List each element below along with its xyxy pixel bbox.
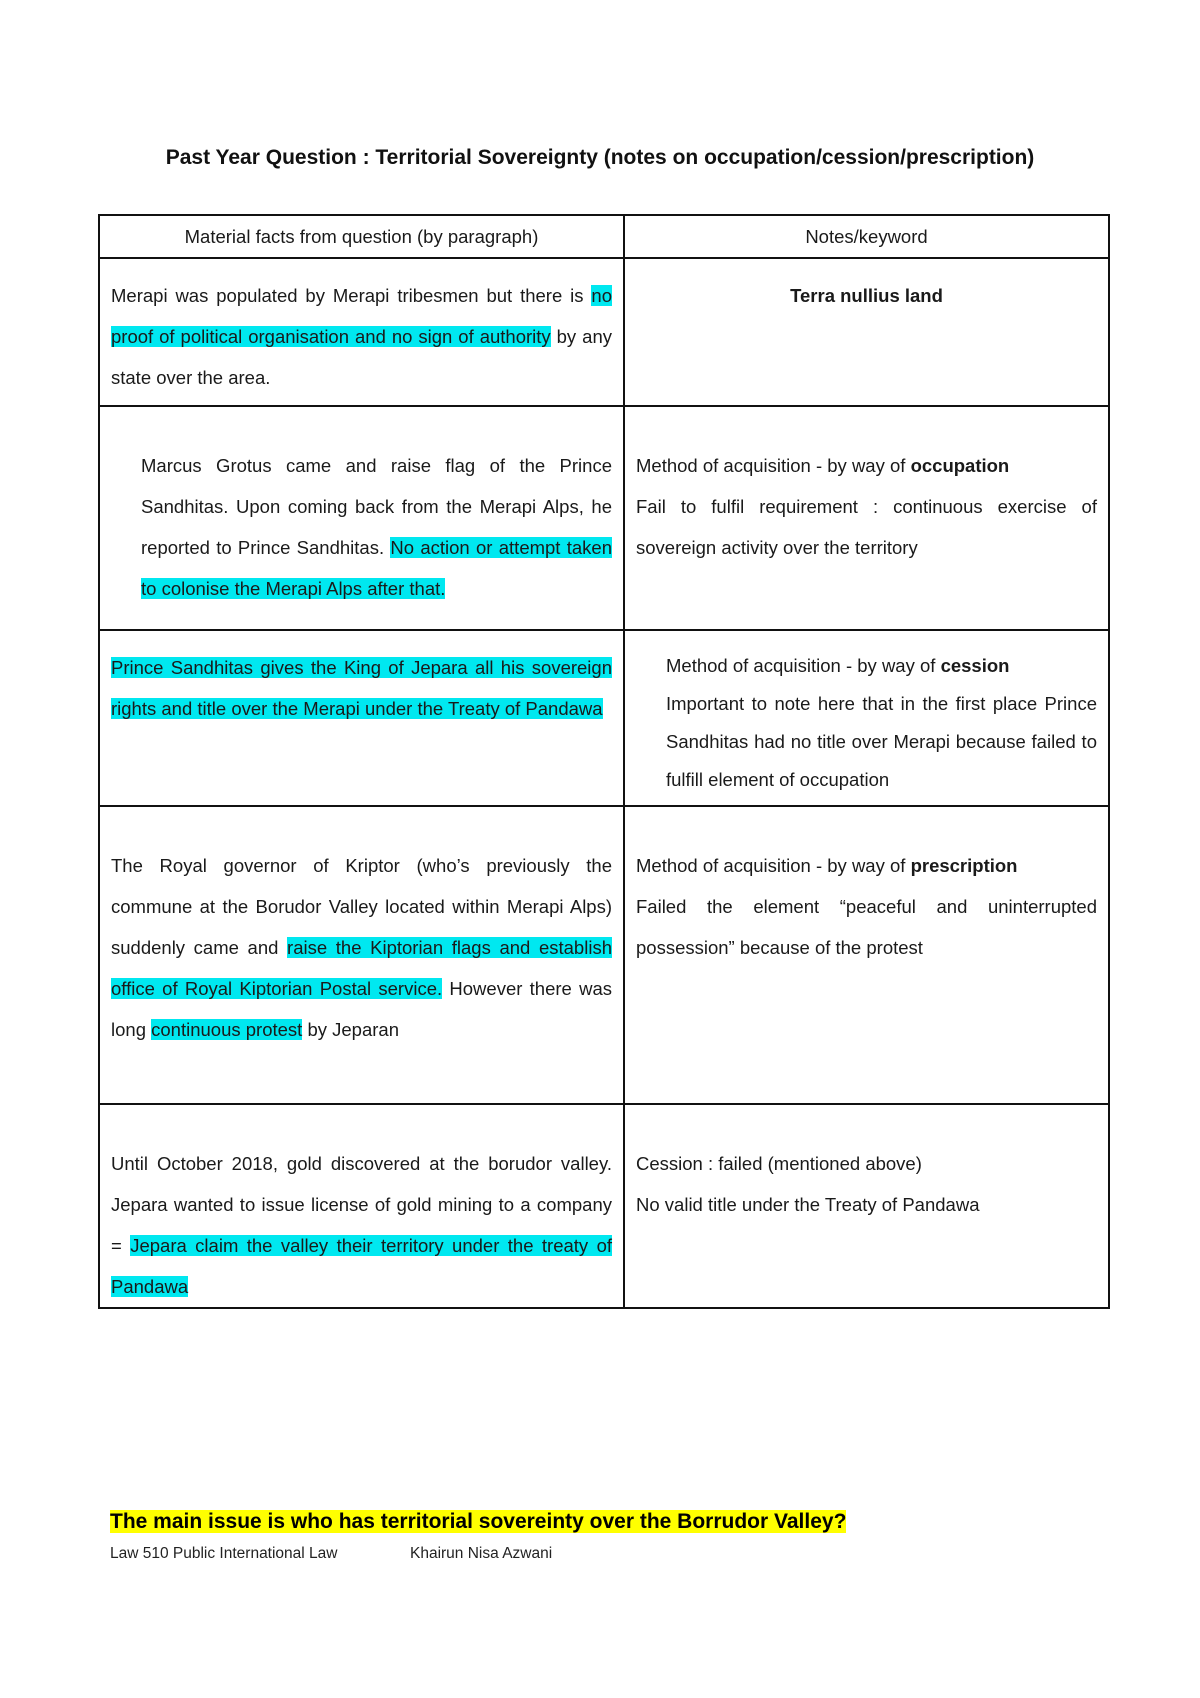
facts-cell <box>99 630 624 806</box>
header-notes: Notes/keyword <box>624 215 1109 258</box>
header-facts: Material facts from question (by paragraph) <box>99 215 624 258</box>
cell-text: Cession : failed (mentioned above) <box>636 1153 922 1174</box>
cell-text: Method of acquisition - by way of <box>636 855 911 876</box>
notes-cell <box>624 258 1109 406</box>
highlighted-text: no proof of political organisation and no sign of authority <box>111 285 612 347</box>
cell-text: Marcus Grotus came and raise flag of the Prince Sandhitas. Upon coming back from the Merapi Alps, he reported to Prince Sandhitas. <box>141 455 612 558</box>
notes-cell <box>624 1104 1109 1308</box>
cell-text: by any state over the area. <box>111 326 612 388</box>
notes-cell <box>624 406 1109 630</box>
bold-text: Terra nullius land <box>790 285 943 306</box>
cell-text: by Jeparan <box>302 1019 399 1040</box>
cell-text: Method of acquisition - by way of <box>636 455 911 476</box>
cell-text: However there was long <box>111 978 612 1040</box>
cell-text: Method of acquisition - by way of <box>666 655 941 676</box>
cell-text: Merapi was populated by Merapi tribesmen but there is <box>111 285 592 306</box>
notes-cell <box>624 630 1109 806</box>
footer-author: Khairun Nisa Azwani <box>410 1545 553 1562</box>
cell-text: Failed the element “peaceful and uninterrupted possession” because of the protest <box>636 896 1097 958</box>
cell-text: The Royal governor of Kriptor (who’s previously the commune at the Borudor Valley located within Merapi Alps) suddenly came and <box>111 855 612 958</box>
main-issue: The main issue is who has territorial sovereinty over the Borrudor Valley? <box>110 1510 847 1533</box>
table-row <box>99 1104 1109 1308</box>
cell-text: Until October 2018, gold discovered at the borudor valley. Jepara wanted to issue license of gold mining to a company = <box>111 1153 612 1256</box>
highlighted-text: Jepara claim the valley their territory under the treaty of Pandawa <box>111 1235 612 1297</box>
highlighted-text: Prince Sandhitas gives the King of Jepara all his sovereign rights and title over the Merapi under the Treaty of Pandawa <box>111 657 612 719</box>
facts-cell <box>99 258 624 406</box>
cell-text: No valid title under the Treaty of Pandawa <box>636 1194 980 1215</box>
table-row <box>99 406 1109 630</box>
notes-cell <box>624 806 1109 1104</box>
cell-text: Fail to fulfil requirement : continuous exercise of sovereign activity over the territory <box>636 496 1097 558</box>
facts-cell <box>99 1104 624 1308</box>
table-row <box>99 630 1109 806</box>
table-row <box>99 806 1109 1104</box>
page-title: Past Year Question : Territorial Sovereignty (notes on occupation/cession/prescription) <box>165 146 1035 169</box>
bold-text: cession <box>940 655 1010 676</box>
highlighted-text: No action or attempt taken to colonise the Merapi Alps after that. <box>141 537 612 599</box>
highlighted-text: continuous protest <box>151 1019 303 1040</box>
cell-text: Important to note here that in the first place Prince Sandhitas had no title over Merapi because failed to fulfill element of occupation <box>666 693 1097 790</box>
highlighted-text: raise the Kiptorian flags and establish office of Royal Kiptorian Postal service. <box>111 937 612 999</box>
footer-course: Law 510 Public International Law <box>110 1545 338 1562</box>
facts-cell <box>99 406 624 630</box>
table-row <box>99 258 1109 406</box>
bold-text: prescription <box>910 855 1018 876</box>
facts-table <box>98 214 1110 1309</box>
facts-cell <box>99 806 624 1104</box>
bold-text: occupation <box>910 455 1010 476</box>
